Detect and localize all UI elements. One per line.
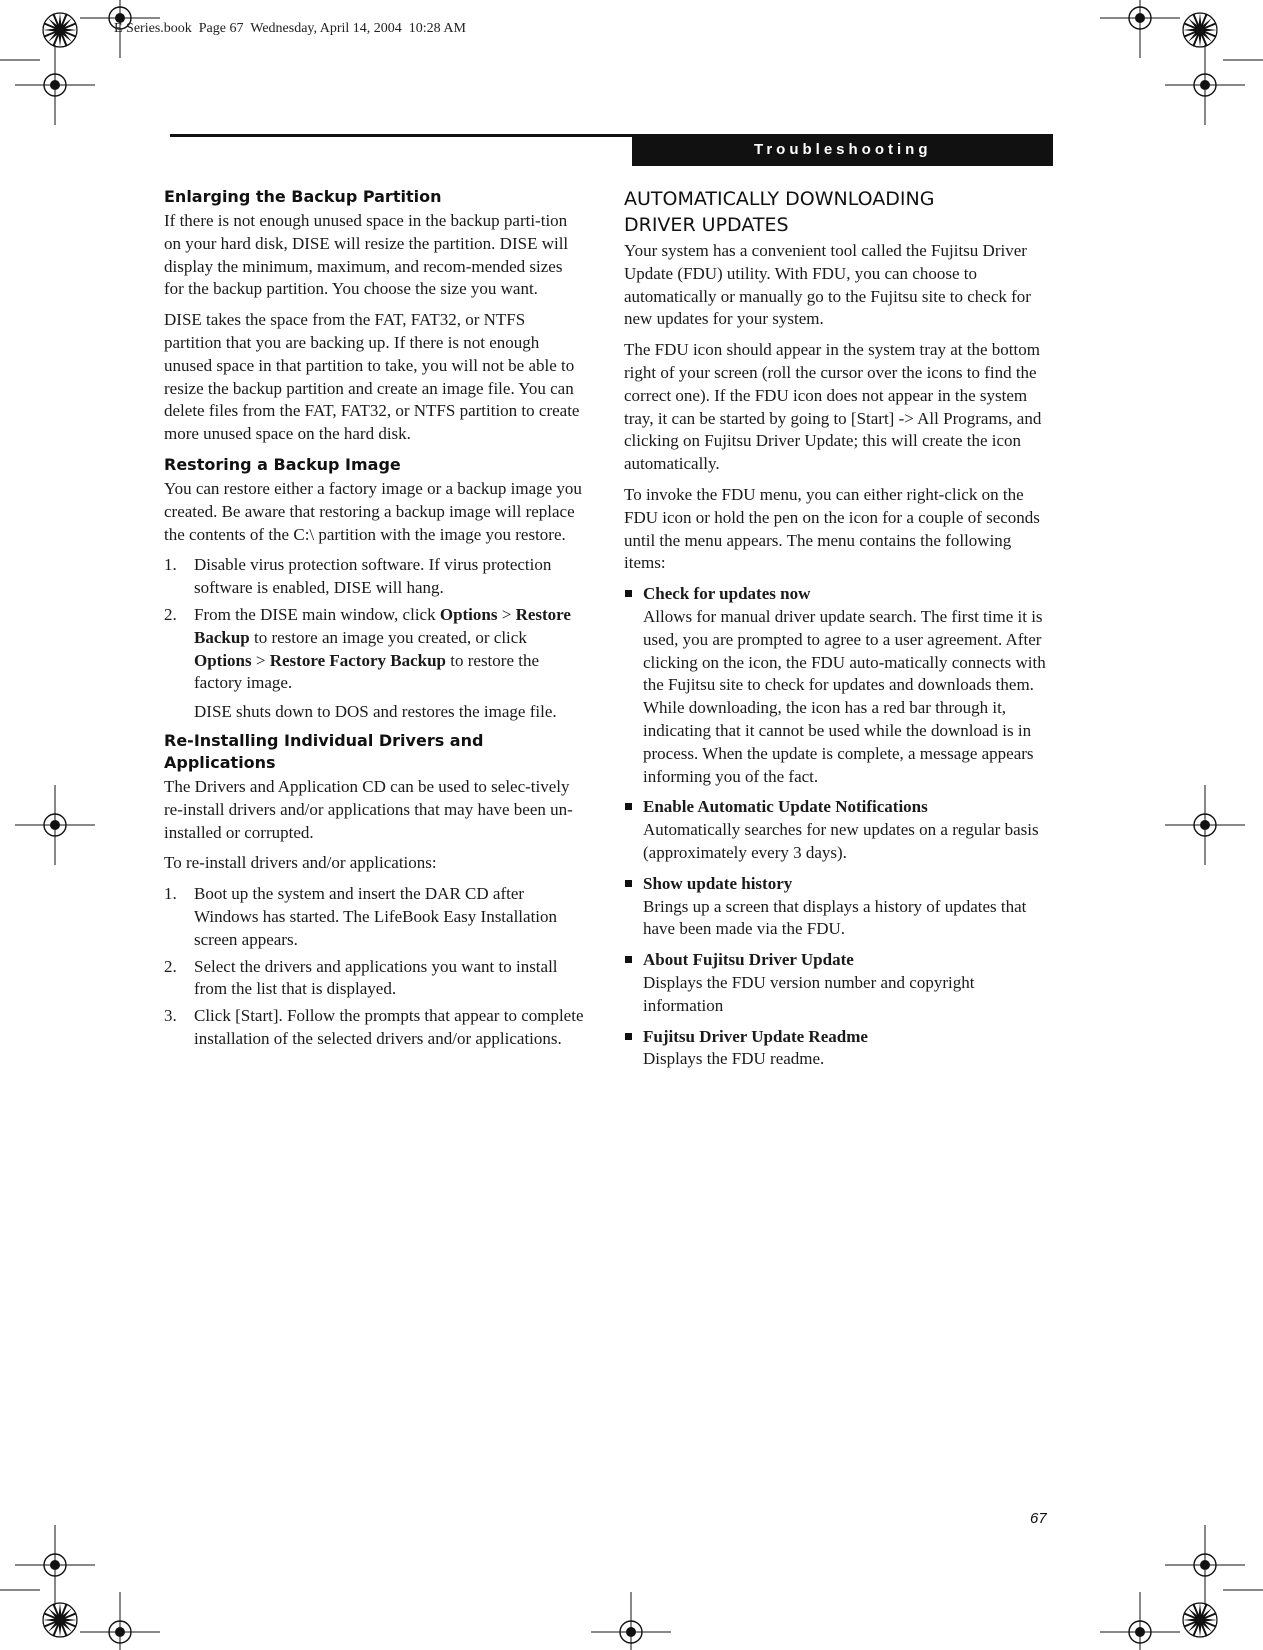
menu-ref: Options [194,650,252,670]
bullet-square-icon [625,590,632,597]
section-header: Troubleshooting [632,134,1053,166]
step-text: Click [Start]. Follow the prompts that appear to complete installation of the selected drivers and/or applications. [194,1006,584,1048]
heading-restoring-backup-image: Restoring a Backup Image [164,454,401,474]
crosshair-icon [591,1592,671,1650]
star-icon [43,13,77,47]
header-rule [170,134,632,137]
item-description: Displays the FDU version number and copyright information [643,972,975,1015]
crosshair-icon [1100,0,1180,58]
paragraph: The Drivers and Application CD can be used to selec-tively re-install drivers and/or applications that may have been un-installed or corrupted. [164,776,573,842]
step-number: 2. [164,604,177,624]
step-text: Disable virus protection software. If virus protection software is enabled, DISE will hang. [194,555,552,598]
paragraph: The FDU icon should appear in the system tray at the bottom right of your screen (roll the cursor over the icons to find the correct one). If the FDU icon does not appear in the system tray, it can be started by going to [Start] -> All Programs, and clicking on Fujitsu Driver Update; this will create the icon automatically. [624,340,1042,474]
crosshair-icon [80,1592,160,1650]
crosshair-icon [1100,1592,1180,1650]
step-text: From the DISE main window, click Options > Restore Backup to restore an image you created, or click Options > Restore Factory Backup to restore the factory image. [194,604,571,693]
step-text: Boot up the system and insert the DAR CD after Windows has started. The LifeBook Easy Installation screen appears. [194,884,558,949]
page-number: 67 [1030,1510,1047,1527]
menu-ref: Restore Factory Backup [269,650,447,670]
crosshair-icon [15,1525,95,1605]
bullet-square-icon [625,803,632,810]
step-text: Select the drivers and applications you want to install from the list that is displayed. [194,956,558,999]
paragraph: DISE takes the space from the FAT, FAT32, or NTFS partition that you are backing up. If there is not enough unused space in that partition to take, you will not be able to resize the backup partition and create an image file. You can delete files from the FAT, FAT32, or NTFS partition to create more unused space on the hard disk. [164,310,580,444]
step-number: 1. [164,884,177,904]
item-title: About Fujitsu Driver Update [643,950,854,970]
star-icon [43,1603,77,1637]
paragraph: To re-install drivers and/or applications: [164,853,437,873]
menu-ref: Options [439,604,498,624]
item-description: Allows for manual driver update search. The first time it is used, you are prompted to agree to a user agreement. After clicking on the icon, the FDU auto-matically connects with the Fujitsu site to check for updates and downloads them. While downloading, the icon has a red bar through it, indicating that it cannot be used while the download is in process. When the update is complete, a message appears informing you of the fact. [643,606,1046,786]
list-item [624,796,1048,864]
paragraph: If there is not enough unused space in the backup parti-tion on your hard disk, DISE will resize the partition. DISE will display the minimum, maximum, and recom-mended sizes for the backup partition. You choose the size you want. [164,211,569,299]
item-title: Fujitsu Driver Update Readme [643,1026,868,1046]
star-icon [1183,1603,1217,1637]
paragraph: Your system has a convenient tool called the Fujitsu Driver Update (FDU) utility. With FDU, you can choose to automatically or manually go to the Fujitsu site to check for new updates for your system. [624,241,1031,329]
fdu-menu-items [624,583,1048,1071]
item-title: Check for updates now [643,584,811,604]
crosshair-icon [1165,785,1245,865]
bullet-square-icon [625,956,632,963]
item-title: Enable Automatic Update Notifications [643,797,928,817]
list-item [624,1026,1048,1072]
restore-steps [164,554,586,695]
heading-reinstalling-drivers: Re-Installing Individual Drivers and Applications [164,730,484,772]
crosshair-icon [15,785,95,865]
menu-ref: Restore Backup [194,604,571,647]
list-item [624,949,1048,1017]
list-item [164,883,586,951]
list-item [164,604,586,695]
item-description: Displays the FDU readme. [643,1049,825,1069]
paragraph: You can restore either a factory image or a backup image you created. Be aware that restoring a backup image will replace the contents of the C:\ partition with the image you restore. [164,478,582,544]
print-slug: E Series.book Page 67 Wednesday, April 14, 2004 10:28 AM [114,21,466,36]
crosshair-icon [15,45,95,125]
heading-enlarging-backup-partition: Enlarging the Backup Partition [164,187,442,206]
list-item [164,1005,586,1051]
bullet-square-icon [625,880,632,887]
step-number: 3. [164,1006,177,1026]
paragraph: To invoke the FDU menu, you can either right-click on the FDU icon or hold the pen on the icon for a couple of seconds until the menu appears. The menu contains the following items: [624,484,1040,573]
step-number: 1. [164,555,177,575]
step-number: 2. [164,956,177,976]
list-item [164,956,586,1002]
crosshair-icon [1165,1525,1245,1605]
right-column [624,186,1048,1079]
item-title: Show update history [643,873,793,893]
item-description: Automatically searches for new updates on a regular basis (approximately every 3 days). [643,820,1039,862]
item-description: Brings up a screen that displays a history of updates that have been made via the FDU. [643,896,1027,939]
list-item [624,583,1048,788]
crosshair-icon [1165,45,1245,125]
list-item [164,554,586,600]
bullet-square-icon [625,1033,632,1040]
heading-auto-downloading: AUTOMATICALLY DOWNLOADING DRIVER UPDATES [624,188,935,236]
left-column [164,186,586,1057]
restore-note: DISE shuts down to DOS and restores the image file. [194,702,557,722]
reinstall-steps [164,883,586,1051]
star-icon [1183,13,1217,47]
list-item [624,873,1048,941]
